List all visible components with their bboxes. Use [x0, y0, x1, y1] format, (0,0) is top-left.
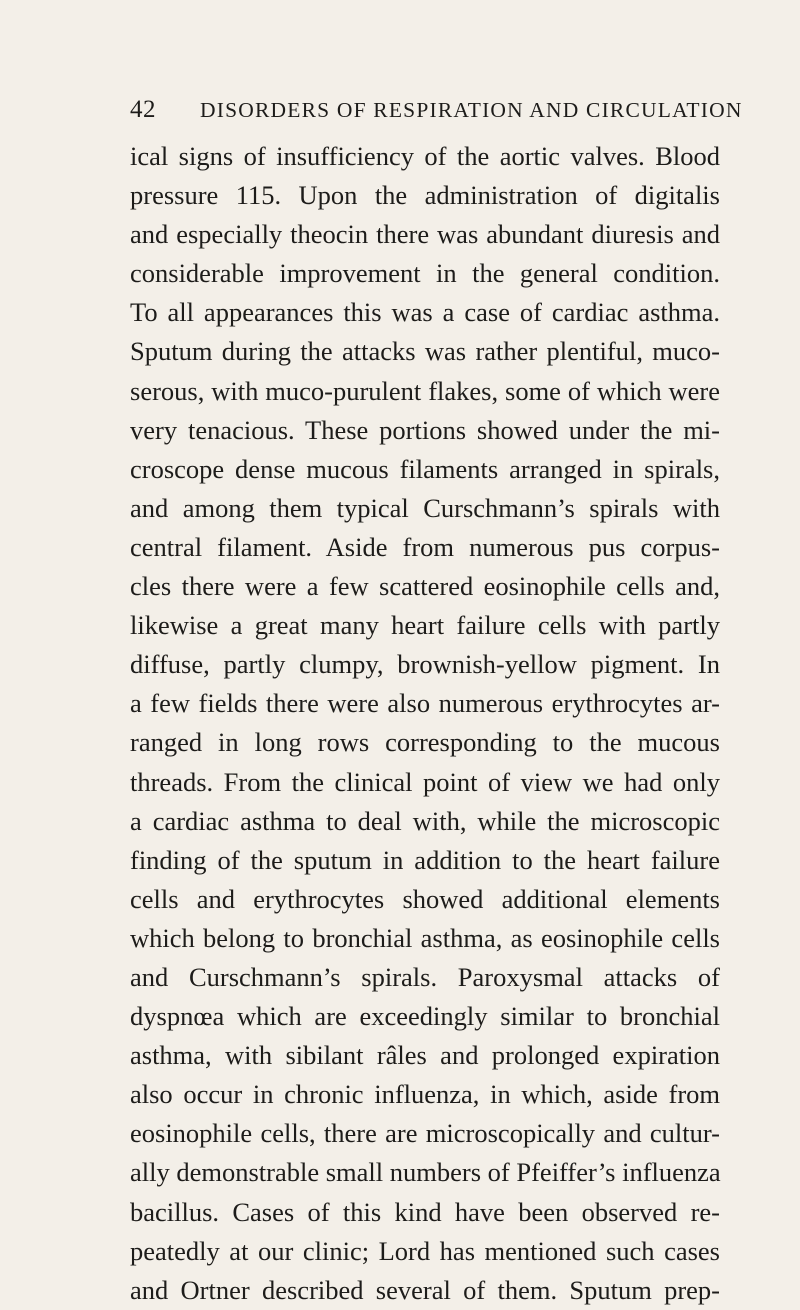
text-line: pressure 115. Upon the administration of digitalis: [130, 180, 720, 211]
text-line: finding of the sputum in addition to the heart failure: [130, 844, 720, 875]
text-line: threads. From the clinical point of view we had only: [130, 766, 720, 797]
text-line: and Ortner described several of them. Sputum prep-: [130, 1274, 720, 1305]
text-line: ical signs of insufficiency of the aortic valves. Blood: [130, 141, 720, 171]
text-line: very tenacious. These portions showed under the mi-: [130, 414, 720, 445]
text-line: asthma, with sibilant râles and prolonged expiration: [130, 1040, 720, 1071]
text-line: cells and erythrocytes showed additional elements: [130, 883, 720, 914]
text-line: which belong to bronchial asthma, as eosinophile cells: [130, 922, 720, 953]
text-line: ranged in long rows corresponding to the mucous: [130, 727, 720, 758]
text-line: central filament. Aside from numerous pus corpus-: [130, 531, 720, 562]
running-title: DISORDERS OF RESPIRATION AND CIRCULATION: [200, 98, 743, 122]
page-number: 42: [130, 96, 156, 123]
text-line: croscope dense mucous filaments arranged in spirals,: [130, 453, 720, 484]
text-line: bacillus. Cases of this kind have been observed re-: [130, 1196, 720, 1227]
text-line: and among them typical Curschmann’s spirals with: [130, 492, 720, 523]
text-line: diffuse, partly clumpy, brownish-yellow pigment. In: [130, 649, 720, 680]
text-line: dyspnœa which are exceedingly similar to bronchial: [130, 1001, 720, 1032]
running-head: [130, 96, 743, 126]
text-line: and Curschmann’s spirals. Paroxysmal attacks of: [130, 961, 720, 992]
text-line: Sputum during the attacks was rather plentiful, muco-: [130, 336, 720, 367]
text-line: cles there were a few scattered eosinophile cells and,: [130, 571, 720, 602]
text-line: also occur in chronic influenza, in which, aside from: [130, 1079, 720, 1110]
text-line: ally demonstrable small numbers of Pfeiffer’s influenza: [130, 1157, 721, 1188]
text-line: a few fields there were also numerous erythrocytes ar-: [130, 688, 720, 719]
text-line: and especially theocin there was abundant diuresis and: [130, 219, 720, 250]
text-line: eosinophile cells, there are microscopically and cultur-: [130, 1118, 720, 1149]
text-line: a cardiac asthma to deal with, while the microscopic: [130, 805, 720, 836]
body-text: [130, 137, 720, 1310]
text-line: To all appearances this was a case of cardiac asthma.: [130, 297, 720, 328]
text-line: likewise a great many heart failure cells with partly: [130, 610, 720, 641]
text-line: serous, with muco-purulent flakes, some of which were: [130, 375, 720, 406]
text-line: considerable improvement in the general condition.: [130, 258, 720, 289]
text-line: peatedly at our clinic; Lord has mentioned such cases: [130, 1235, 720, 1266]
